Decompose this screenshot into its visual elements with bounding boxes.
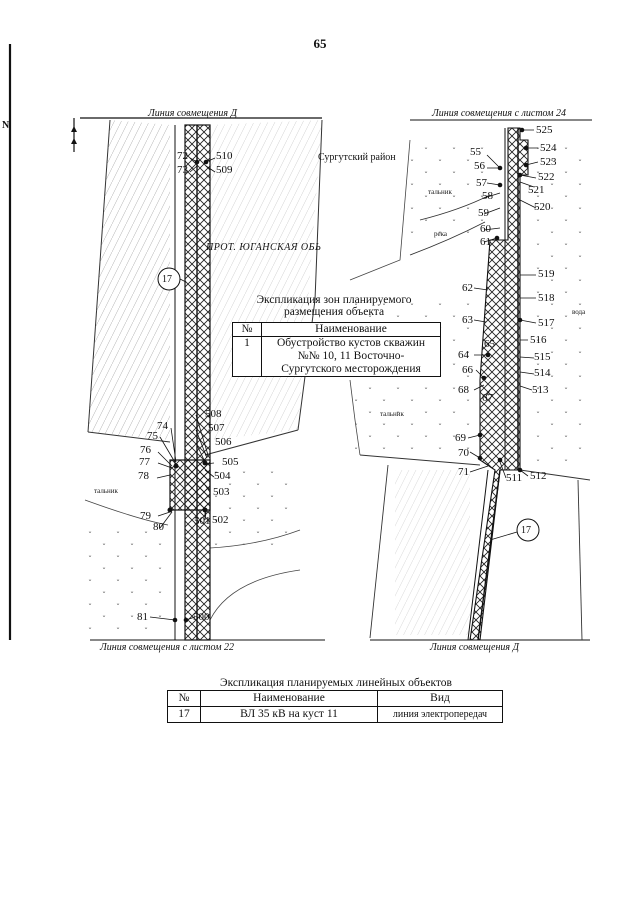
point-label: 68 — [458, 384, 469, 396]
point-label: 55 — [470, 146, 481, 158]
cell-name-line: Обустройство кустов скважин — [276, 337, 426, 349]
swamp-label: тальник — [428, 188, 452, 196]
point-label: 76 — [140, 444, 151, 456]
point-label: 517 — [538, 317, 555, 329]
point-label: 510 — [216, 150, 233, 162]
cell-name-line: №№ 10, 11 Восточно- — [297, 350, 405, 362]
district-label: Сургутский район — [318, 152, 396, 163]
header-cell: Наименование — [201, 691, 378, 707]
point-label: 524 — [540, 142, 557, 154]
channel-label: ПРОТ. ЮГАНСКАЯ ОБЬ — [206, 242, 322, 253]
point-label: 502 — [212, 514, 229, 526]
point-label: 60 — [480, 223, 491, 235]
point-label: 512 — [530, 470, 547, 482]
point-label: 509 — [216, 164, 233, 176]
zones-caption-line: размещения объекта — [283, 306, 385, 318]
lines-table — [167, 690, 503, 723]
table-row — [233, 337, 441, 377]
marker-17-left: 17 — [162, 274, 172, 285]
right-map-sheet — [350, 120, 592, 640]
point-label: 523 — [540, 156, 557, 168]
point-label: 522 — [538, 171, 555, 183]
point-label: 515 — [534, 351, 551, 363]
north-arrow-icon — [71, 118, 77, 152]
point-label: 56 — [474, 160, 485, 172]
point-label: 507 — [208, 422, 225, 434]
match-line-right-top: Линия совмещения с листом 24 — [432, 108, 567, 119]
point-label: 511 — [506, 472, 523, 484]
point-label: 79 — [140, 510, 151, 522]
header-cell: № — [168, 691, 201, 707]
point-label: 513 — [532, 384, 549, 396]
cell-num: 1 — [233, 337, 262, 377]
point-label: 58 — [482, 190, 493, 202]
point-label: 65 — [484, 338, 495, 350]
table-row — [168, 707, 503, 723]
point-label: 519 — [538, 268, 555, 280]
match-line-left-top: Линия совмещения Д — [148, 108, 237, 119]
point-label: 59 — [478, 207, 489, 219]
point-label: 506 — [215, 436, 232, 448]
cell-name-line: Сургутского месторождения — [281, 363, 421, 375]
lines-table-caption: Экспликация планируемых линейных объектов — [220, 677, 452, 689]
point-label: 521 — [528, 184, 545, 196]
point-label: 516 — [530, 334, 547, 346]
point-label: 61 — [480, 236, 491, 248]
water-label: вода — [572, 308, 586, 316]
zones-table-caption — [226, 294, 442, 318]
point-label: 75 — [147, 430, 158, 442]
point-label: 62 — [462, 282, 473, 294]
point-label: 500 — [193, 611, 210, 623]
point-label: 78 — [138, 470, 149, 482]
table-header-row — [233, 323, 441, 337]
point-label: 74 — [157, 420, 168, 432]
match-line-left-bottom: Линия совмещения с листом 22 — [100, 642, 235, 653]
point-label: 57 — [476, 177, 487, 189]
point-label: 81 — [137, 611, 148, 623]
north-label: N — [2, 120, 10, 131]
point-label: 520 — [534, 201, 551, 213]
point-label: 518 — [538, 292, 555, 304]
header-cell: Наименование — [262, 323, 441, 337]
table-header-row — [168, 691, 503, 707]
match-line-right-bottom: Линия совмещения Д — [430, 642, 519, 653]
point-label: 514 — [534, 367, 551, 379]
point-label: 70 — [458, 447, 469, 459]
point-label: 67 — [482, 392, 493, 404]
point-label: 64 — [458, 349, 469, 361]
marker-17-right: 17 — [521, 525, 531, 536]
cell-type: линия электропередач — [378, 707, 503, 723]
point-label: 80 — [153, 521, 164, 533]
zones-table — [232, 322, 441, 377]
page-number: 65 — [313, 36, 327, 51]
point-label: 63 — [462, 314, 473, 326]
point-label: 505 — [222, 456, 239, 468]
point-label: 525 — [536, 124, 553, 136]
cell-num: 17 — [168, 707, 201, 723]
point-label: 73 — [177, 164, 188, 176]
point-label: 503 — [213, 486, 230, 498]
cell-name: ВЛ 35 кВ на куст 11 — [201, 707, 378, 723]
point-label: 508 — [205, 408, 222, 420]
point-label: 71 — [458, 466, 469, 478]
point-label: 69 — [455, 432, 466, 444]
point-label: 504 — [214, 470, 231, 482]
left-map-sheet — [80, 118, 325, 640]
point-label: 72 — [177, 150, 188, 162]
header-cell: № — [233, 323, 262, 337]
swamp-label: тальник — [94, 487, 118, 495]
point-label: 77 — [139, 456, 150, 468]
cell-name — [262, 337, 441, 377]
point-label: 501 — [194, 515, 211, 527]
swamp-label: тальник — [380, 410, 404, 418]
header-cell: Вид — [378, 691, 503, 707]
river-label: река — [434, 230, 448, 238]
zones-caption-line: Экспликация зон планируемого — [256, 294, 412, 306]
point-label: 66 — [462, 364, 473, 376]
